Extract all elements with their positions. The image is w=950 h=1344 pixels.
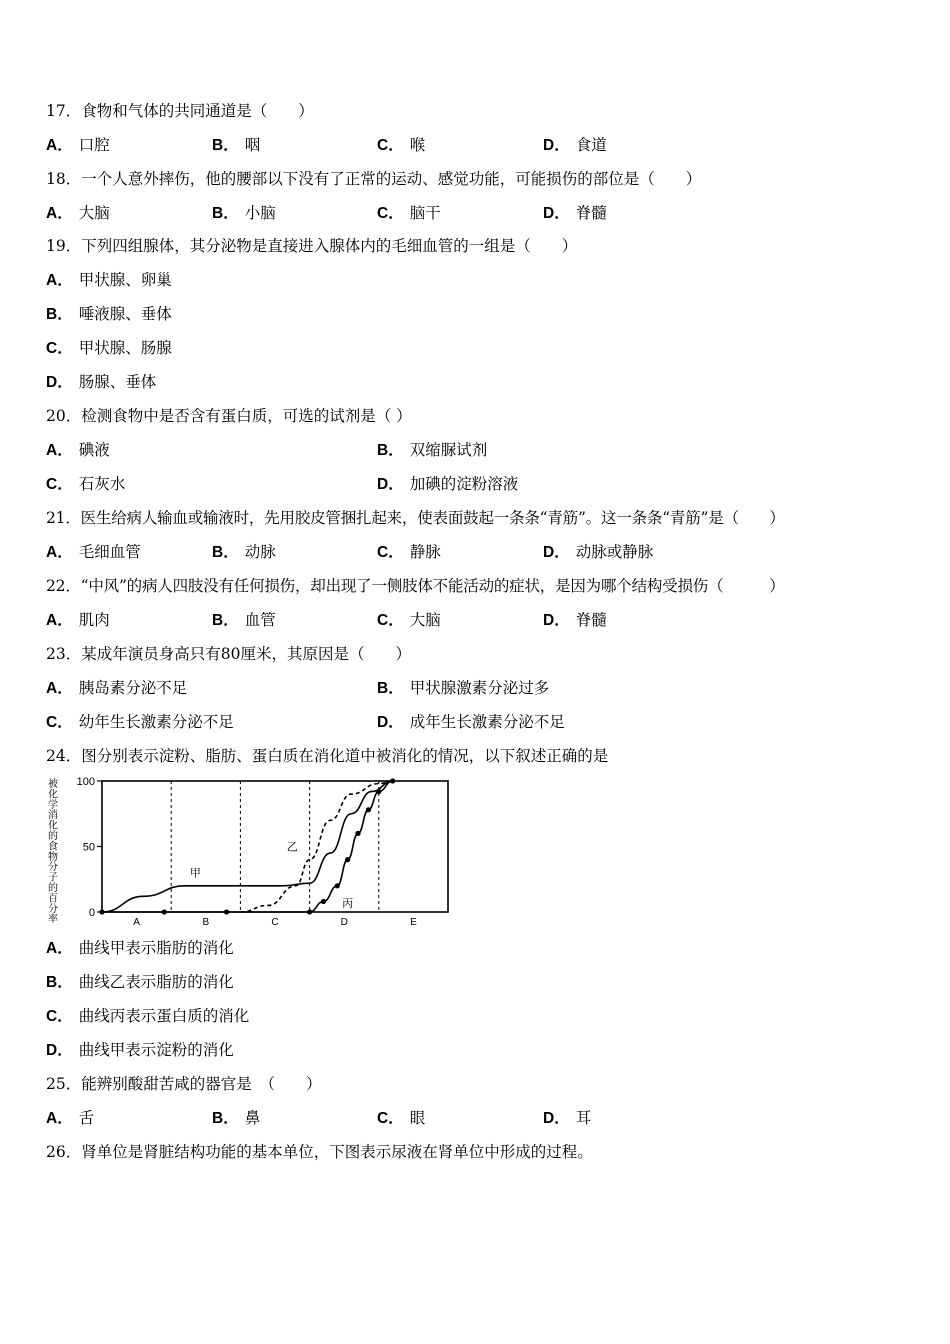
q19-option-d[interactable]: D． 肠腺、垂体 [46, 373, 157, 391]
digestion-chart [44, 772, 464, 930]
curve-marker [307, 909, 312, 914]
chart-curves [99, 778, 395, 914]
y-label-char: 率 [48, 914, 58, 926]
curve-marker [321, 899, 326, 904]
y-tick-label: 50 [82, 841, 95, 854]
series-label: 丙 [342, 897, 354, 910]
y-label-char: 的 [48, 831, 58, 842]
q25-stem: 25．能辨别酸甜苦咸的器官是 （ ） [46, 1075, 322, 1093]
y-label-char: 被 [48, 779, 58, 790]
q17-option-d[interactable]: D． 食道 [543, 136, 607, 154]
x-tick-label: C [271, 917, 279, 928]
chart-series-labels [190, 840, 353, 909]
chart-region-dividers [171, 781, 379, 912]
q24-option-c[interactable]: C． 曲线丙表示蛋白质的消化 [46, 1007, 250, 1025]
q23-option-d[interactable]: D． 成年生长激素分泌不足 [377, 713, 565, 731]
curve-marker [390, 778, 395, 783]
chart-frame [102, 781, 448, 912]
q23-option-c[interactable]: C． 幼年生长激素分泌不足 [46, 713, 234, 731]
y-label-char: 子 [48, 872, 58, 884]
y-label-char: 消 [48, 810, 58, 822]
curve-乙 [240, 781, 392, 912]
q19-stem: 19．下列四组腺体，其分泌物是直接进入腺体内的毛细血管的一组是（ ） [46, 237, 578, 255]
q20-stem: 20．检测食物中是否含有蛋白质，可选的试剂是（ ） [46, 407, 412, 425]
q22-option-b[interactable]: B． 血管 [212, 611, 276, 629]
q25-option-d[interactable]: D． 耳 [543, 1109, 592, 1127]
q21-option-d[interactable]: D． 动脉或静脉 [543, 543, 654, 561]
q23-option-b[interactable]: B． 甲状腺激素分泌过多 [377, 679, 550, 697]
y-label-char: 化 [48, 789, 58, 801]
q18-option-d[interactable]: D． 脊髓 [543, 204, 607, 222]
q23-stem: 23．某成年演员身高只有80厘米，其原因是（ ） [46, 645, 411, 663]
q24-stem: 24．图分别表示淀粉、脂肪、蛋白质在消化道中被消化的情况，以下叙述正确的是 [46, 747, 609, 765]
q23-options-row2 [46, 712, 916, 732]
x-tick-label: A [133, 917, 140, 928]
chart-y-ticks [77, 776, 102, 919]
q22-option-d[interactable]: D． 脊髓 [543, 611, 607, 629]
y-label-char: 的 [48, 883, 58, 894]
y-label-char: 化 [48, 820, 58, 832]
q20-option-d[interactable]: D． 加碘的淀粉溶液 [377, 475, 519, 493]
q18-stem: 18．一个人意外摔伤，他的腰部以下没有了正常的运动、感觉功能，可能损伤的部位是（ ） [46, 170, 702, 188]
q17-option-c[interactable]: C． 喉 [377, 136, 426, 154]
q25-option-b[interactable]: B． 鼻 [212, 1109, 261, 1127]
q22-option-c[interactable]: C． 大脑 [377, 611, 441, 629]
x-tick-label: E [410, 917, 417, 928]
q25-option-c[interactable]: C． 眼 [377, 1109, 426, 1127]
y-label-char: 百 [48, 893, 58, 905]
q25-option-a[interactable]: A． 舌 [46, 1109, 95, 1127]
q24-option-b[interactable]: B． 曲线乙表示脂肪的消化 [46, 973, 234, 991]
q17-options [46, 135, 916, 155]
q21-option-b[interactable]: B． 动脉 [212, 543, 276, 561]
q24-option-d-row [46, 1040, 916, 1060]
y-label-char: 分 [48, 862, 58, 874]
q24-option-d[interactable]: D． 曲线甲表示淀粉的消化 [46, 1041, 234, 1059]
chart-x-tick-labels [133, 917, 417, 928]
curve-marker [355, 831, 360, 836]
q18-option-c[interactable]: C． 脑干 [377, 204, 441, 222]
y-tick-label: 100 [76, 776, 95, 788]
q21-option-c[interactable]: C． 静脉 [377, 543, 441, 561]
q19-option-d-row [46, 372, 916, 392]
curve-marker [335, 883, 340, 888]
curve-甲 [102, 781, 393, 912]
q18-option-b[interactable]: B． 小脑 [212, 204, 276, 222]
q24-option-a[interactable]: A． 曲线甲表示脂肪的消化 [46, 939, 234, 957]
q20-options-row1 [46, 440, 916, 460]
q17-option-b[interactable]: B． 咽 [212, 136, 261, 154]
q21-options [46, 542, 916, 562]
curve-marker [99, 909, 104, 914]
series-label: 甲 [189, 867, 201, 880]
q24-option-b-row [46, 972, 916, 992]
q18-options [46, 203, 916, 223]
chart-y-axis-label [48, 777, 58, 925]
y-tick-label: 0 [88, 907, 95, 919]
y-label-char: 分 [48, 903, 58, 915]
q17-option-a[interactable]: A． 口腔 [46, 136, 110, 154]
x-tick-label: D [340, 917, 348, 928]
curve-丙 [102, 781, 393, 912]
curve-marker [224, 909, 229, 914]
q20-options-row2 [46, 474, 916, 494]
q19-option-b-row [46, 304, 916, 324]
curve-marker [366, 807, 371, 812]
curve-marker [162, 909, 167, 914]
q20-option-a[interactable]: A． 碘液 [46, 441, 110, 459]
q18-option-a[interactable]: A． 大脑 [46, 204, 110, 222]
q24-option-a-row [46, 938, 916, 958]
series-label: 乙 [286, 841, 298, 854]
q26-stem: 26．肾单位是肾脏结构功能的基本单位，下图表示尿液在肾单位中形成的过程。 [46, 1143, 593, 1161]
q19-option-c-row [46, 338, 916, 358]
q23-option-a[interactable]: A． 胰岛素分泌不足 [46, 679, 188, 697]
y-label-char: 食 [48, 841, 58, 853]
q19-option-b[interactable]: B． 唾液腺、垂体 [46, 305, 172, 323]
q20-option-c[interactable]: C． 石灰水 [46, 475, 126, 493]
x-tick-label: B [202, 917, 210, 928]
q19-option-a-row [46, 270, 916, 290]
q22-options [46, 610, 916, 630]
q22-option-a[interactable]: A． 肌肉 [46, 611, 110, 629]
y-label-char: 物 [48, 851, 58, 863]
q22-stem: 22．“中风”的病人四肢没有任何损伤，却出现了一侧肢体不能活动的症状，是因为哪个结构受损伤（ ） [46, 577, 785, 595]
q21-stem: 21．医生给病人输血或输液时，先用胶皮管捆扎起来，使表面鼓起一条条“青筋”。这一条条“青筋”是（ ） [46, 509, 785, 527]
q17-stem: 17．食物和气体的共同通道是（ ） [46, 102, 314, 120]
q20-option-b[interactable]: B． 双缩脲试剂 [377, 441, 488, 459]
curve-marker [376, 789, 381, 794]
q25-options [46, 1108, 916, 1128]
q19-option-a[interactable]: A． 甲状腺、卵巢 [46, 271, 172, 289]
q24-option-c-row [46, 1006, 916, 1026]
curve-marker [345, 857, 350, 862]
q21-option-a[interactable]: A． 毛细血管 [46, 543, 141, 561]
q23-options-row1 [46, 678, 916, 698]
q19-option-c[interactable]: C． 甲状腺、肠腺 [46, 339, 172, 357]
y-label-char: 学 [48, 799, 58, 811]
